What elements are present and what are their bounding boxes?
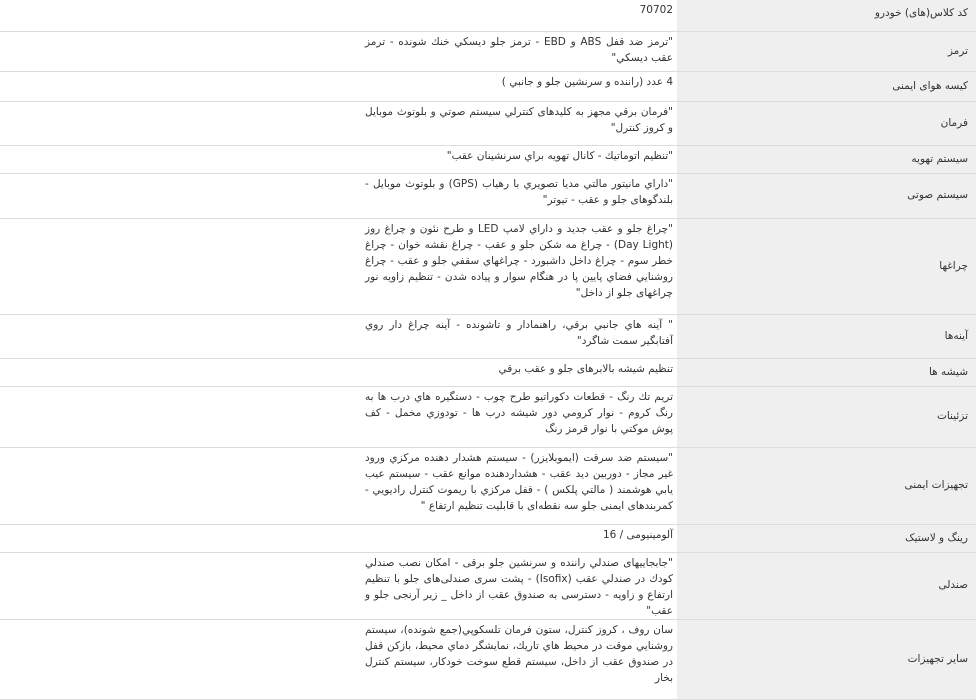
spec-row-ventilation (0, 145, 976, 173)
spec-label: صندلی (677, 552, 976, 619)
spec-value-text: سان روف ، کروز کنترل، ستون فرمان تلسکوپي(جمع شونده)، سيستم روشنايي موقت در محيط هاي تاريك، نمايشگر دماي محيط، بازكن قفل در صندوق عقب از داخل، سيستم قطع سوخت خودکار، سيستم کنترل بخار (365, 623, 673, 684)
spec-value-text: تنظيم شيشه بالابرهای جلو و عقب برقي (498, 362, 673, 375)
spec-value (0, 619, 677, 699)
spec-row-windows (0, 358, 976, 386)
spec-label: شیشه ها (677, 358, 976, 386)
spec-row-trim (0, 386, 976, 447)
spec-row-steering (0, 101, 976, 145)
spec-row-lights (0, 218, 976, 314)
spec-label: کد کلاس(های) خودرو (677, 0, 976, 31)
spec-value (0, 314, 677, 358)
spec-value-text: "چراغ جلو و عقب جديد و داراي لامپ LED و طرح نئون و چراغ روز (Day Light) - چراغ مه شکن جلو و عقب - چراغ نقشه خوان - چراغ خطر سوم - چراغ داخل داشبورد - چراغهاي سقفي جلو و عقب - چراغ روشنايي فضاي پايين پا در هنگام سوار و پياده شدن - تنظيم زاويه نور چراغهای جلو از داخل" (365, 222, 674, 299)
spec-row-class-code (0, 0, 976, 31)
spec-label: فرمان (677, 101, 976, 145)
spec-row-wheels (0, 524, 976, 552)
spec-row-brakes (0, 31, 976, 71)
spec-row-mirrors (0, 314, 976, 358)
spec-value-text: " آينه هاي جانبي برقي، راهنمادار و تاشونده - آينه چراغ دار روي آفتابگير سمت شاگرد" (365, 318, 673, 347)
spec-value (0, 71, 677, 101)
spec-row-safety (0, 447, 976, 524)
spec-value (0, 386, 677, 447)
spec-value (0, 358, 677, 386)
spec-value-text: "تنظيم اتوماتيك - کانال تهويه براي سرنشينان عقب" (446, 149, 673, 162)
spec-value (0, 0, 677, 31)
spec-row-airbags (0, 71, 976, 101)
spec-value-text: "ترمز ضد قفل ABS و EBD - ترمز جلو ديسکي خنك شونده - ترمز عقب ديسکي" (365, 35, 674, 64)
spec-row-other-equipment (0, 619, 976, 699)
spec-value-text: "سيستم ضد سرقت (ايموبلايزر) - سيستم هشدار دهنده مرکزي ورود غير مجاز - دوربين ديد عقب - هشداردهنده موانع عقب - سيستم عيب يابي هوشمند ( مالتي پلکس ) - قفل مرکزي با ريموت کنترل راديويي - کمربندهای ایمنی جلو سه نقطه‌ای با قابلیت تنظیم ارتفاع " (365, 451, 673, 512)
spec-label: رینگ و لاستیک (677, 524, 976, 552)
spec-value-text: تريم تك رنگ - قطعات دكوراتيو طرح چوب - دستگيره هاي درب ها به رنگ كروم - نوار كرومي دور شيشه درب ها - تودوزي مخمل - كف پوش موكتي با نوار قرمز رنگ (365, 390, 673, 435)
spec-label: آینه‌ها (677, 314, 976, 358)
spec-value (0, 447, 677, 524)
spec-label: سیستم تهویه (677, 145, 976, 173)
spec-value-text: 70702 (639, 4, 673, 16)
spec-label: کیسه هوای ایمنی (677, 71, 976, 101)
spec-value (0, 173, 677, 218)
spec-value-text: "فرمان برقي مجهز به کلیدهای کنترلي سيستم صوتي و بلوتوث موبايل و کروز کنترل" (365, 105, 673, 134)
spec-value-text: 4 عدد (راننده و سرنشين جلو و جانبي ) (501, 75, 673, 88)
spec-label: ترمز (677, 31, 976, 71)
spec-row-audio (0, 173, 976, 218)
spec-value (0, 218, 677, 314)
spec-value-text: آلومينيومی / 16 (602, 528, 673, 541)
spec-label: سایر تجهیزات (677, 619, 976, 699)
spec-label: تزئینات (677, 386, 976, 447)
spec-value (0, 552, 677, 619)
spec-value (0, 101, 677, 145)
spec-label: چراغها (677, 218, 976, 314)
spec-value (0, 145, 677, 173)
spec-row-seats (0, 552, 976, 619)
spec-label: تجهیزات ایمنی (677, 447, 976, 524)
spec-value-text: "داراي مانيتور مالتي مديا تصويري با رهياب (GPS) و بلوتوث موبايل - بلندگوهای جلو و عقب - تیوتر" (365, 177, 673, 206)
spec-value-text: "جابجاییهای صندلي راننده و سرنشين جلو برقی - امکان نصب صندلي کودك در صندلي عقب (Isofix) - پشت سری صندلی‌های جلو با تنظیم ارتفاع و زاویه - دسترسی به صندوق عقب از داخل _ زیر آرنجی جلو و عقب" (365, 556, 673, 617)
spec-label: سیستم صوتی (677, 173, 976, 218)
spec-value (0, 524, 677, 552)
spec-value (0, 31, 677, 71)
